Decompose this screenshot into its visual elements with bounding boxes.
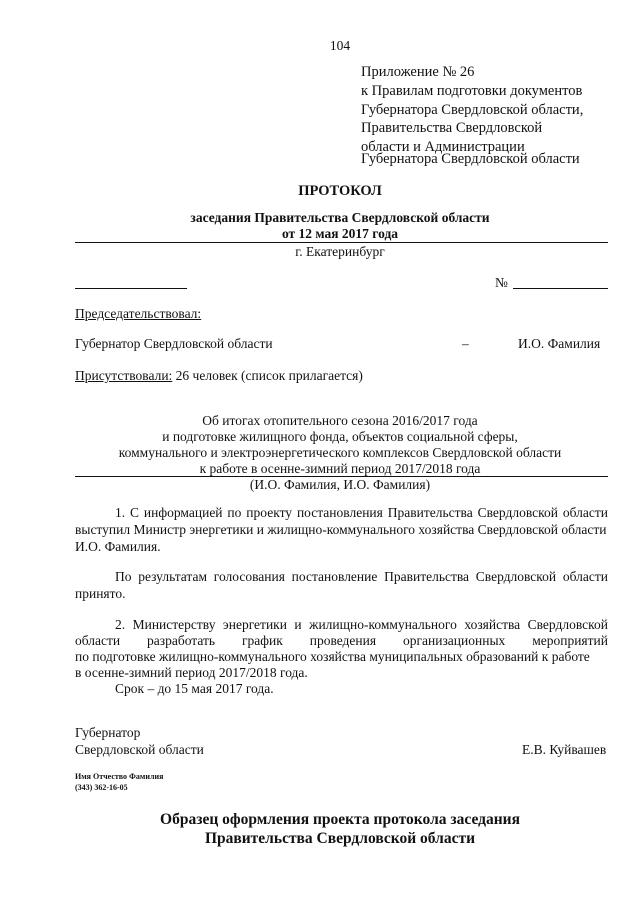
vote-line: По результатам голосования постановление Правительства Свердловской области: [115, 569, 608, 584]
agenda-line: к работе в осенне-зимний период 2017/2018 года: [199, 461, 481, 476]
date-blank-line: [75, 288, 187, 289]
document-title: ПРОТОКОЛ: [298, 183, 382, 199]
chair-name: И.О. Фамилия: [518, 336, 601, 351]
meeting-date: от 12 мая 2017 года: [281, 226, 399, 241]
appendix-line: Приложение № 26: [361, 64, 475, 80]
signature-position: Губернатор: [75, 725, 141, 740]
agenda-line: и подготовке жилищного фонда, объектов социальной сферы,: [162, 429, 518, 444]
appendix-line: Губернатора Свердловской области: [361, 151, 580, 167]
city: г. Екатеринбург: [295, 244, 385, 259]
appendix-line: Губернатора Свердловской области,: [361, 102, 584, 118]
item-1-line: 1. С информацией по проекту постановления Правительства Свердловской области: [115, 505, 608, 520]
caption-line: Образец оформления проекта протокола заседания: [160, 811, 520, 828]
appendix-line: области и Администрации: [361, 139, 525, 155]
number-label: №: [495, 275, 508, 290]
item-2-line: области разработать график проведения организационных мероприятий: [75, 633, 608, 648]
present-text: 26 человек (список прилагается): [172, 368, 363, 383]
vote-line: принято.: [75, 586, 126, 601]
executor-phone: (343) 362-16-05: [75, 783, 128, 792]
item-2-line: в осенне-зимний период 2017/2018 года.: [75, 665, 308, 680]
present-label: Присутствовали:: [75, 368, 173, 383]
meeting-title: заседания Правительства Свердловской области: [190, 210, 490, 225]
item-1-line: выступил Министр энергетики и жилищно-коммунального хозяйства Свердловской области: [75, 522, 607, 537]
page-number: 104: [329, 38, 351, 53]
signature-position: Свердловской области: [75, 742, 204, 757]
agenda-speakers: (И.О. Фамилия, И.О. Фамилия): [249, 477, 431, 492]
item-2-line: по подготовке жилищно-коммунального хозяйства муниципальных образований к работе: [75, 649, 590, 664]
caption-line: Правительства Свердловской области: [204, 830, 476, 847]
chair-dash: –: [462, 336, 469, 351]
chair-position: Губернатор Свердловской области: [75, 336, 273, 351]
item-1-line: И.О. Фамилия.: [75, 539, 161, 554]
chaired-label: Председательствовал:: [75, 306, 202, 321]
header-rule: [75, 242, 608, 243]
agenda-line: коммунального и электроэнергетического комплексов Свердловской области: [118, 445, 562, 460]
item-2-line: 2. Министерству энергетики и жилищно-коммунального хозяйства Свердловской: [115, 617, 608, 632]
present-row: [75, 368, 363, 385]
signature-name: Е.В. Куйвашев: [522, 742, 607, 757]
number-blank-line: [513, 288, 608, 289]
appendix-line: Правительства Свердловской: [361, 120, 543, 136]
item-2-deadline: Срок – до 15 мая 2017 года.: [115, 681, 274, 696]
agenda-line: Об итогах отопительного сезона 2016/2017 года: [202, 413, 478, 428]
appendix-line: к Правилам подготовки документов: [361, 83, 583, 99]
executor-name: Имя Отчество Фамилия: [75, 772, 164, 781]
